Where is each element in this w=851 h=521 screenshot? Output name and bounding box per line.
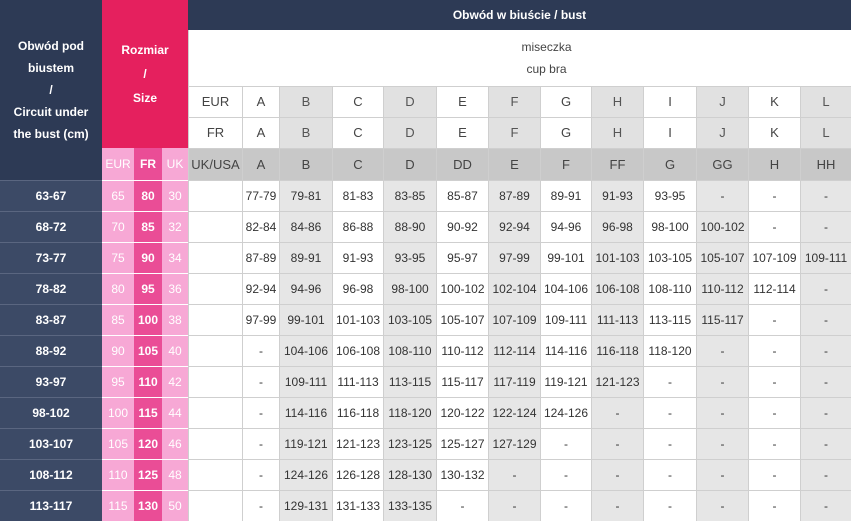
eur-size: 85 [102,304,134,335]
uk-size: 40 [162,335,188,366]
bust-value: 104-106 [540,273,591,304]
bust-value: 86-88 [332,211,383,242]
bust-value: 92-94 [488,211,540,242]
bust-value: 113-115 [643,304,696,335]
bust-value: - [436,490,488,521]
bust-value: 133-135 [383,490,436,521]
bust-value: 130-132 [436,459,488,490]
bust-value: 89-91 [540,180,591,211]
bust-value: 113-115 [383,366,436,397]
bust-value: - [696,428,748,459]
eur-size: 75 [102,242,134,273]
bust-value: - [242,459,279,490]
size-system-uk: UK [162,148,188,180]
cup-label: G [540,117,591,148]
size-system-eur: EUR [102,148,134,180]
bust-value: 122-124 [488,397,540,428]
bust-value: - [696,397,748,428]
circuit-value: 73-77 [0,242,102,273]
cup-label: B [279,148,332,180]
eur-size: 100 [102,397,134,428]
circuit-header: Obwód pod biustem / Circuit under the bust (cm) [0,0,102,180]
cup-label: F [540,148,591,180]
bust-value: 99-101 [279,304,332,335]
cup-label: H [591,117,643,148]
cup-label: L [800,117,851,148]
bust-value: 118-120 [383,397,436,428]
bust-value: 94-96 [279,273,332,304]
bust-value: 114-116 [279,397,332,428]
bust-value: 101-103 [591,242,643,273]
uk-size: 34 [162,242,188,273]
bust-value: 110-112 [436,335,488,366]
circuit-value: 103-107 [0,428,102,459]
cup-label: GG [696,148,748,180]
row-spacer [188,242,242,273]
bust-value: 116-118 [332,397,383,428]
bust-value: 100-102 [436,273,488,304]
bust-value: - [748,428,800,459]
bust-value: - [591,459,643,490]
bust-value: - [242,335,279,366]
cup-label: L [800,86,851,117]
eur-size: 115 [102,490,134,521]
bust-value: 101-103 [332,304,383,335]
size-header: Rozmiar / Size [102,0,188,148]
bust-value: 98-100 [383,273,436,304]
fr-size: 120 [134,428,162,459]
cup-label: D [383,148,436,180]
row-spacer [188,211,242,242]
bust-value: - [242,490,279,521]
cup-label: G [540,86,591,117]
cup-label: D [383,86,436,117]
cup-label: A [242,86,279,117]
bust-value: 103-105 [643,242,696,273]
row-spacer [188,459,242,490]
bust-value: - [643,366,696,397]
bust-value: 129-131 [279,490,332,521]
bust-value: 97-99 [488,242,540,273]
cup-label: E [436,86,488,117]
bust-value: 82-84 [242,211,279,242]
bust-value: 96-98 [332,273,383,304]
uk-size: 32 [162,211,188,242]
bust-value: 119-121 [279,428,332,459]
row-spacer [188,180,242,211]
bust-value: 124-126 [540,397,591,428]
cup-row-label: EUR [188,86,242,117]
row-spacer [188,335,242,366]
bust-value: - [748,366,800,397]
bust-value: 123-125 [383,428,436,459]
cup-label: C [332,117,383,148]
cup-label: A [242,117,279,148]
circuit-value: 78-82 [0,273,102,304]
bust-value: - [591,490,643,521]
bust-value: - [800,273,851,304]
eur-size: 65 [102,180,134,211]
bust-value: - [696,459,748,490]
bust-value: 79-81 [279,180,332,211]
cup-label: K [748,86,800,117]
bust-value: 98-100 [643,211,696,242]
cup-row-label: FR [188,117,242,148]
bust-value: 105-107 [436,304,488,335]
cup-label: HH [800,148,851,180]
bust-value: 87-89 [488,180,540,211]
bust-value: 109-111 [540,304,591,335]
eur-size: 110 [102,459,134,490]
bust-value: - [800,180,851,211]
fr-size: 85 [134,211,162,242]
bust-value: 93-95 [383,242,436,273]
bust-value: 118-120 [643,335,696,366]
cup-row-label: UK/USA [188,148,242,180]
bust-value: 89-91 [279,242,332,273]
cup-label: F [488,86,540,117]
bust-value: 90-92 [436,211,488,242]
bust-value: 128-130 [383,459,436,490]
fr-size: 125 [134,459,162,490]
cup-label: J [696,86,748,117]
bust-value: - [748,335,800,366]
uk-size: 48 [162,459,188,490]
bust-value: - [800,366,851,397]
bust-value: - [696,180,748,211]
cup-label: G [643,148,696,180]
size-system-fr: FR [134,148,162,180]
eur-size: 70 [102,211,134,242]
bust-value: 107-109 [488,304,540,335]
uk-size: 44 [162,397,188,428]
bust-value: 77-79 [242,180,279,211]
bust-value: - [748,180,800,211]
bust-value: - [800,304,851,335]
bust-value: 81-83 [332,180,383,211]
bust-value: 119-121 [540,366,591,397]
bust-value: 91-93 [332,242,383,273]
uk-size: 30 [162,180,188,211]
bust-value: 105-107 [696,242,748,273]
bust-value: - [643,397,696,428]
row-spacer [188,366,242,397]
bust-value: - [242,397,279,428]
bust-value: - [242,366,279,397]
bust-value: - [540,490,591,521]
bust-value: - [800,490,851,521]
bust-value: 109-111 [279,366,332,397]
bust-value: 107-109 [748,242,800,273]
bust-value: - [488,490,540,521]
bust-value: - [696,366,748,397]
bust-value: - [696,490,748,521]
bust-value: 116-118 [591,335,643,366]
bust-value: - [696,335,748,366]
bust-value: 100-102 [696,211,748,242]
fr-size: 90 [134,242,162,273]
cup-label: I [643,86,696,117]
cup-label: I [643,117,696,148]
circuit-value: 88-92 [0,335,102,366]
circuit-value: 68-72 [0,211,102,242]
circuit-value: 93-97 [0,366,102,397]
bust-value: - [800,397,851,428]
fr-size: 95 [134,273,162,304]
cup-label: FF [591,148,643,180]
bust-value: 109-111 [800,242,851,273]
bust-value: - [748,459,800,490]
bust-value: - [242,428,279,459]
bust-value: - [800,459,851,490]
row-spacer [188,273,242,304]
bust-value: - [800,428,851,459]
cup-label: C [332,86,383,117]
bust-value: 112-114 [488,335,540,366]
bust-value: 131-133 [332,490,383,521]
bust-header: Obwód w biuście / bust [188,0,851,30]
bust-value: - [643,428,696,459]
bust-value: 117-119 [488,366,540,397]
bust-value: 106-108 [332,335,383,366]
bust-value: 83-85 [383,180,436,211]
bust-value: - [643,459,696,490]
cup-label: A [242,148,279,180]
circuit-value: 108-112 [0,459,102,490]
uk-size: 50 [162,490,188,521]
row-spacer [188,304,242,335]
cup-label: E [436,117,488,148]
circuit-value: 98-102 [0,397,102,428]
bust-value: - [591,397,643,428]
cup-label: D [383,117,436,148]
cup-label: J [696,117,748,148]
cup-label: F [488,117,540,148]
bust-value: 92-94 [242,273,279,304]
bust-value: 95-97 [436,242,488,273]
cup-label: H [748,148,800,180]
bust-value: 93-95 [643,180,696,211]
circuit-value: 113-117 [0,490,102,521]
bust-value: - [748,304,800,335]
fr-size: 115 [134,397,162,428]
bust-value: 115-117 [696,304,748,335]
eur-size: 105 [102,428,134,459]
bust-value: 102-104 [488,273,540,304]
bust-value: 106-108 [591,273,643,304]
cup-header-spacer [188,30,242,86]
cup-label: K [748,117,800,148]
cup-label: E [488,148,540,180]
row-spacer [188,490,242,521]
circuit-value: 83-87 [0,304,102,335]
bust-value: 108-110 [643,273,696,304]
bust-value: - [748,490,800,521]
bust-value: - [540,428,591,459]
bust-value: 110-112 [696,273,748,304]
cup-label: C [332,148,383,180]
bust-value: 127-129 [488,428,540,459]
cup-label: DD [436,148,488,180]
bust-value: - [540,459,591,490]
cup-label: B [279,86,332,117]
bust-value: 103-105 [383,304,436,335]
cup-header: miseczka cup bra [242,30,851,86]
bust-value: 87-89 [242,242,279,273]
bust-value: 84-86 [279,211,332,242]
uk-size: 38 [162,304,188,335]
uk-size: 42 [162,366,188,397]
row-spacer [188,397,242,428]
row-spacer [188,428,242,459]
bust-value: - [591,428,643,459]
bust-value: 124-126 [279,459,332,490]
uk-size: 36 [162,273,188,304]
bust-value: 120-122 [436,397,488,428]
bust-value: 126-128 [332,459,383,490]
bust-value: - [800,335,851,366]
bust-value: - [488,459,540,490]
circuit-value: 63-67 [0,180,102,211]
fr-size: 110 [134,366,162,397]
bust-value: 85-87 [436,180,488,211]
bust-value: 125-127 [436,428,488,459]
bust-value: 121-123 [591,366,643,397]
fr-size: 80 [134,180,162,211]
fr-size: 105 [134,335,162,366]
bust-value: - [748,211,800,242]
bust-value: 91-93 [591,180,643,211]
eur-size: 95 [102,366,134,397]
bust-value: 97-99 [242,304,279,335]
eur-size: 90 [102,335,134,366]
bust-value: 111-113 [591,304,643,335]
bust-value: 88-90 [383,211,436,242]
bust-value: 114-116 [540,335,591,366]
bust-value: 111-113 [332,366,383,397]
bust-value: 108-110 [383,335,436,366]
bust-value: 121-123 [332,428,383,459]
eur-size: 80 [102,273,134,304]
fr-size: 100 [134,304,162,335]
bust-value: 94-96 [540,211,591,242]
bust-value: 104-106 [279,335,332,366]
cup-label: H [591,86,643,117]
fr-size: 130 [134,490,162,521]
bust-value: - [800,211,851,242]
cup-label: B [279,117,332,148]
bust-value: 112-114 [748,273,800,304]
bust-value: - [643,490,696,521]
bust-value: - [748,397,800,428]
bust-value: 99-101 [540,242,591,273]
bust-value: 115-117 [436,366,488,397]
bust-value: 96-98 [591,211,643,242]
uk-size: 46 [162,428,188,459]
